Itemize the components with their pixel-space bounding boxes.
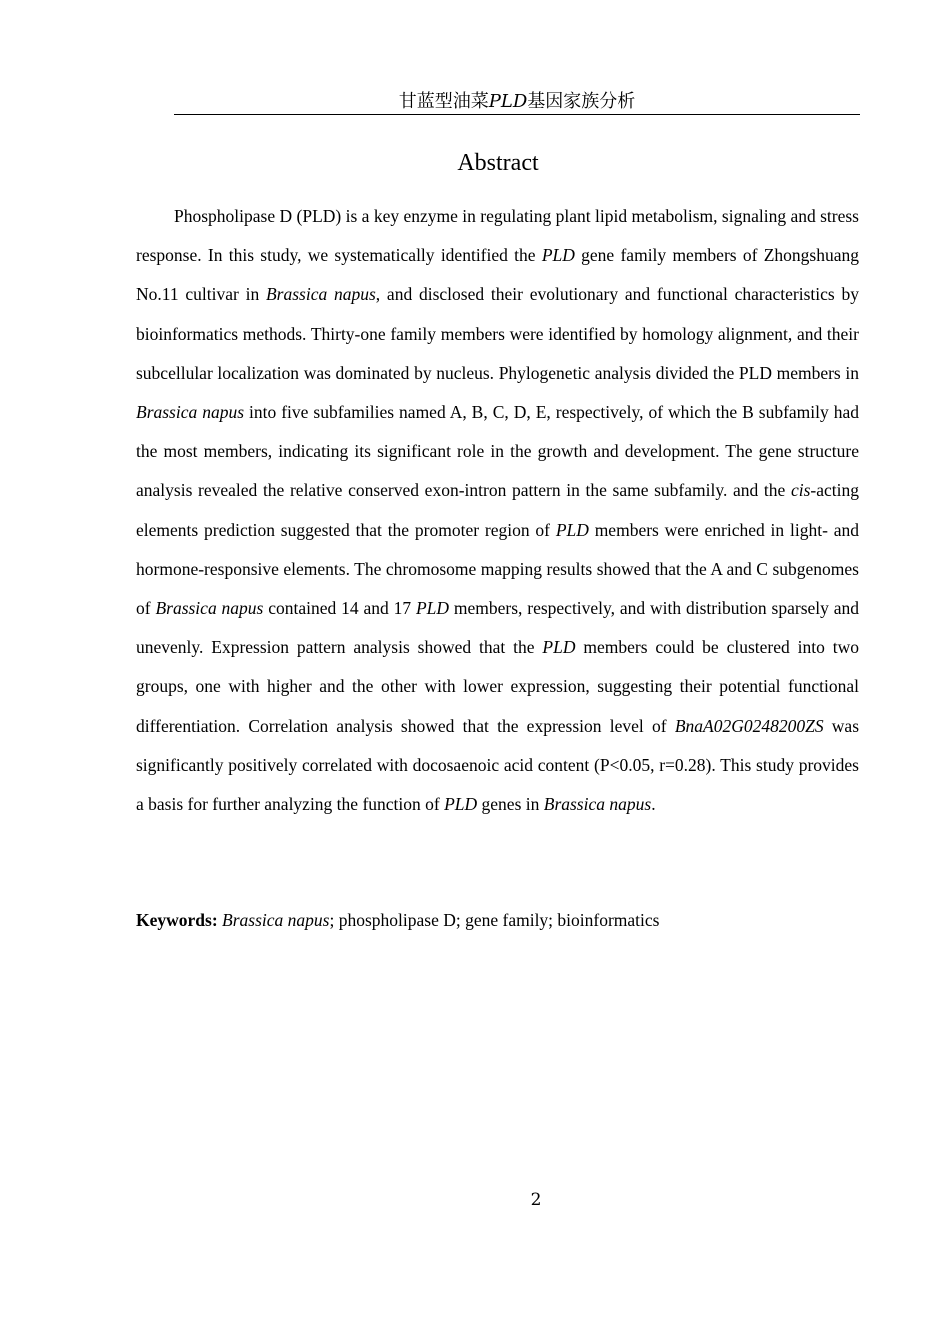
abstract-paragraph (136, 197, 859, 824)
abstract-italic-term: Brassica napus (265, 284, 376, 305)
abstract-italic-term: PLD (555, 519, 589, 540)
abstract-italic-term: cis (790, 480, 811, 501)
abstract-text-run: genes in (477, 794, 544, 815)
running-header (174, 90, 860, 115)
abstract-italic-term: Brassica napus (543, 794, 652, 815)
page-number: 2 (530, 1190, 542, 1210)
abstract-italic-term: PLD (541, 245, 575, 266)
abstract-text-run: into five subfamilies named A, B, C, D, E, respectively, of which the B subfamily had the most members, indicating its significant role in the growth and development. The gene structure analysis revealed the relative conserved exon-intron pattern in the same subfamily. and the (136, 402, 860, 501)
abstract-italic-term: PLD (415, 598, 450, 619)
abstract-text-run: -acting elements prediction suggested that the promoter region of (136, 480, 859, 540)
header-title-gene: PLD (488, 91, 528, 112)
abstract-text-run: , and disclosed their evolutionary and functional characteristics by bioinformatics methods. Thirty-one family members were identified by homology alignment, and their subcellular localization was dominated by nucleus. Phylogenetic analysis divided the PLD members in (136, 284, 859, 383)
abstract-italic-term: PLD (444, 794, 478, 815)
abstract-italic-term: BnaA02G0248200ZS (674, 715, 824, 736)
abstract-italic-term: Brassica napus (155, 598, 264, 619)
keywords-line (136, 906, 859, 934)
abstract-text-run: Phospholipase D (PLD) is a key enzyme in regulating plant lipid metabolism, signaling and stress response. In this study, we systematically identified the (136, 206, 859, 266)
keywords-label: Keywords: (136, 910, 218, 930)
abstract-text-run: members, respectively, and with distribution sparsely and unevenly. Expression pattern analysis showed that the (136, 598, 860, 658)
abstract-text-run: members could be clustered into two groups, one with higher and the other with lower expression, suggesting their potential functional differentiation. Correlation analysis showed that the expression level of (136, 637, 859, 736)
keyword-first-term: Brassica napus (222, 910, 330, 930)
abstract-text-run: contained 14 and 17 (263, 598, 416, 619)
header-title-prefix: 甘蓝型油菜 (398, 91, 489, 112)
abstract-text-run: members were enriched in light- and hormone-responsive elements. The chromosome mapping results showed that the A and C subgenomes of (136, 519, 859, 619)
abstract-text-run: . (651, 794, 656, 815)
abstract-italic-term: Brassica napus (136, 402, 245, 423)
abstract-text-run: was significantly positively correlated with docosaenoic acid content (P<0.05, r=0.28). This study provides a basis for further analyzing the function of (136, 715, 860, 815)
abstract-italic-term: PLD (542, 637, 576, 658)
keywords-rest: ; phospholipase D; gene family; bioinformatics (329, 910, 660, 930)
abstract-text-run: gene family members of Zhongshuang No.11 cultivar in (136, 245, 859, 305)
header-title-suffix: 基因家族分析 (527, 91, 636, 112)
abstract-heading: Abstract (457, 150, 539, 176)
